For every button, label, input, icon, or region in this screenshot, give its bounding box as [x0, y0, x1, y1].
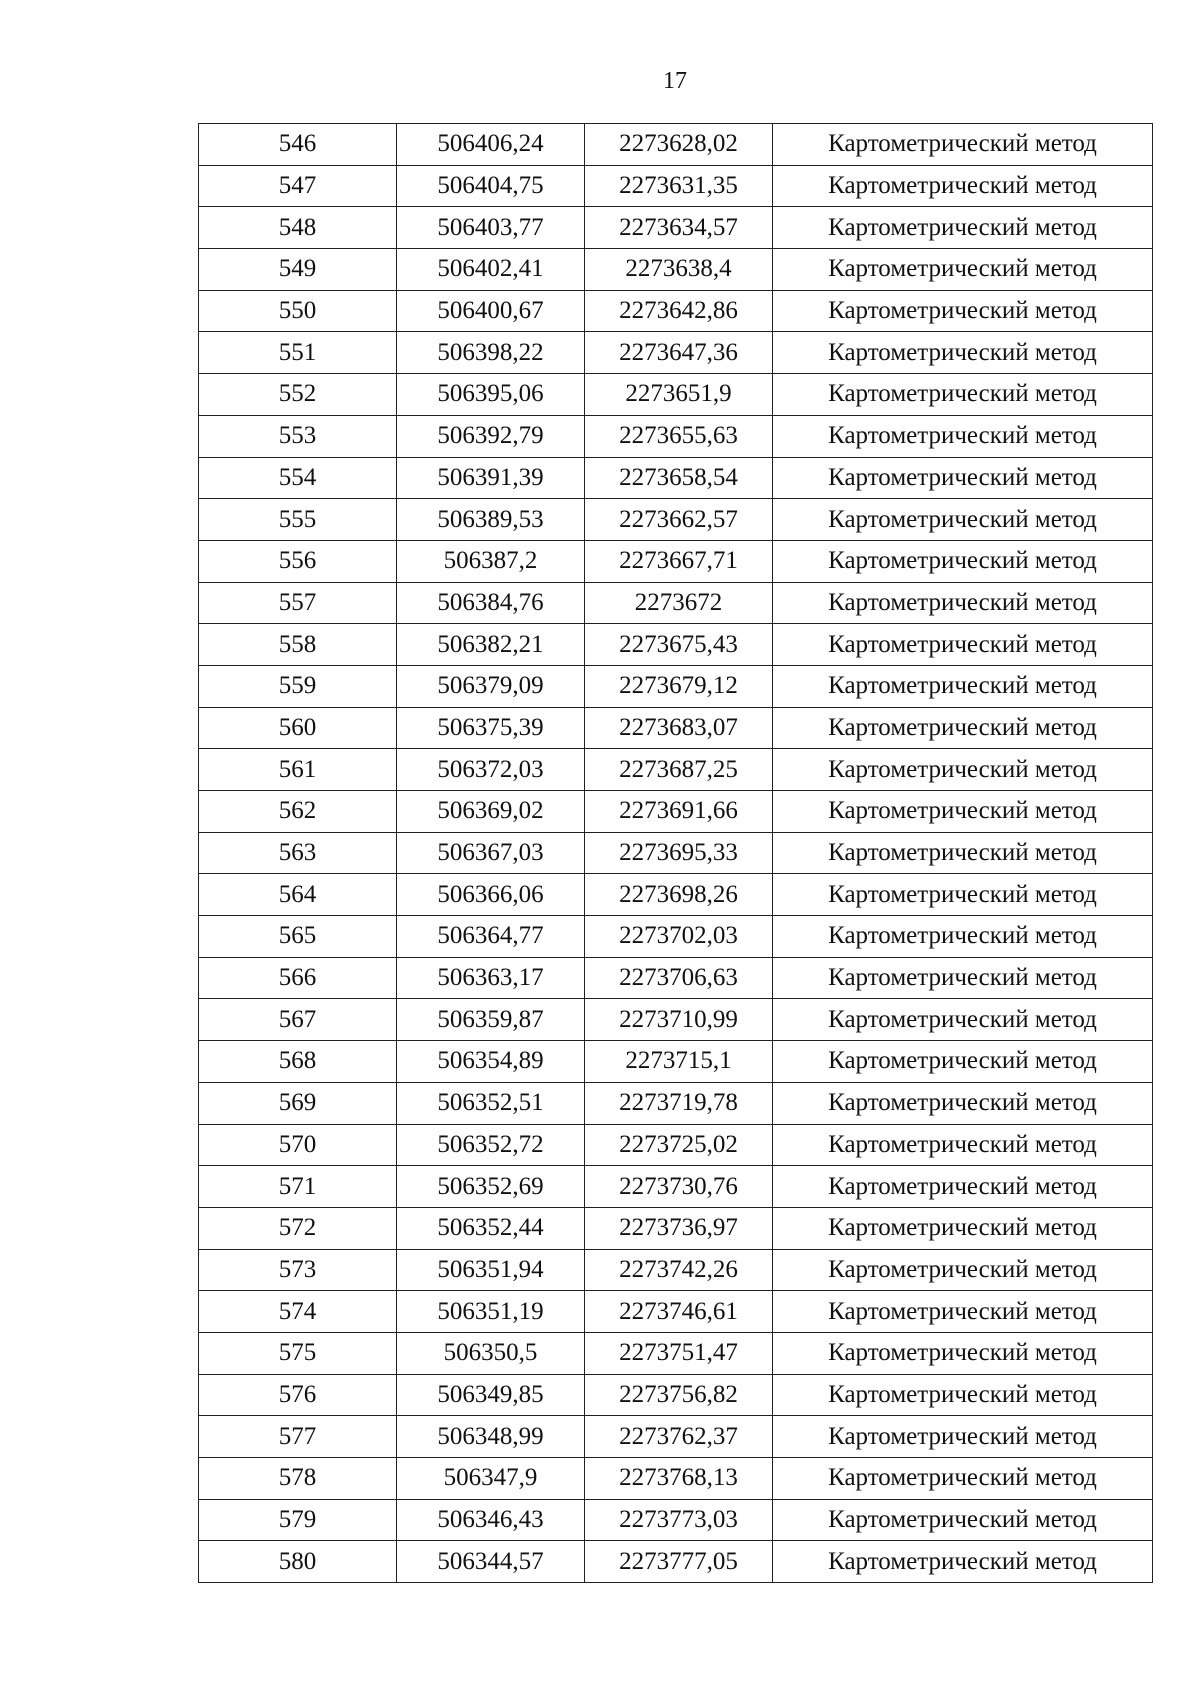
method-cell: Картометрический метод: [773, 124, 1153, 166]
x-coordinate-cell: 506352,51: [397, 1082, 585, 1124]
y-coordinate-cell: 2273651,9: [585, 374, 773, 416]
table-row: [199, 165, 1153, 207]
method-cell: Картометрический метод: [773, 1249, 1153, 1291]
method-cell: Картометрический метод: [773, 457, 1153, 499]
x-coordinate-cell: 506387,2: [397, 540, 585, 582]
point-number-cell: 560: [199, 707, 397, 749]
table-row: [199, 665, 1153, 707]
method-cell: Картометрический метод: [773, 1541, 1153, 1583]
method-cell: Картометрический метод: [773, 540, 1153, 582]
page-number: 17: [663, 68, 687, 94]
x-coordinate-cell: 506404,75: [397, 165, 585, 207]
method-cell: Картометрический метод: [773, 582, 1153, 624]
x-coordinate-cell: 506348,99: [397, 1416, 585, 1458]
point-number-cell: 548: [199, 207, 397, 249]
point-number-cell: 555: [199, 499, 397, 541]
y-coordinate-cell: 2273777,05: [585, 1541, 773, 1583]
y-coordinate-cell: 2273751,47: [585, 1332, 773, 1374]
method-cell: Картометрический метод: [773, 791, 1153, 833]
y-coordinate-cell: 2273698,26: [585, 874, 773, 916]
x-coordinate-cell: 506402,41: [397, 249, 585, 291]
x-coordinate-cell: 506395,06: [397, 374, 585, 416]
x-coordinate-cell: 506384,76: [397, 582, 585, 624]
method-cell: Картометрический метод: [773, 1207, 1153, 1249]
y-coordinate-cell: 2273730,76: [585, 1166, 773, 1208]
method-cell: Картометрический метод: [773, 665, 1153, 707]
x-coordinate-cell: 506389,53: [397, 499, 585, 541]
method-cell: Картометрический метод: [773, 1416, 1153, 1458]
point-number-cell: 564: [199, 874, 397, 916]
x-coordinate-cell: 506403,77: [397, 207, 585, 249]
y-coordinate-cell: 2273638,4: [585, 249, 773, 291]
y-coordinate-cell: 2273742,26: [585, 1249, 773, 1291]
y-coordinate-cell: 2273634,57: [585, 207, 773, 249]
x-coordinate-cell: 506359,87: [397, 999, 585, 1041]
method-cell: Картометрический метод: [773, 916, 1153, 958]
x-coordinate-cell: 506366,06: [397, 874, 585, 916]
table-row: [199, 249, 1153, 291]
x-coordinate-cell: 506352,69: [397, 1166, 585, 1208]
table-row: [199, 1332, 1153, 1374]
y-coordinate-cell: 2273687,25: [585, 749, 773, 791]
x-coordinate-cell: 506354,89: [397, 1041, 585, 1083]
method-cell: Картометрический метод: [773, 290, 1153, 332]
point-number-cell: 546: [199, 124, 397, 166]
x-coordinate-cell: 506352,72: [397, 1124, 585, 1166]
y-coordinate-cell: 2273691,66: [585, 791, 773, 833]
table-row: [199, 499, 1153, 541]
table-row: [199, 1166, 1153, 1208]
method-cell: Картометрический метод: [773, 1291, 1153, 1333]
table-row: [199, 957, 1153, 999]
y-coordinate-cell: 2273655,63: [585, 415, 773, 457]
method-cell: Картометрический метод: [773, 957, 1153, 999]
table-row: [199, 1499, 1153, 1541]
point-number-cell: 568: [199, 1041, 397, 1083]
point-number-cell: 577: [199, 1416, 397, 1458]
table-row: [199, 791, 1153, 833]
x-coordinate-cell: 506364,77: [397, 916, 585, 958]
point-number-cell: 551: [199, 332, 397, 374]
x-coordinate-cell: 506346,43: [397, 1499, 585, 1541]
point-number-cell: 567: [199, 999, 397, 1041]
y-coordinate-cell: 2273658,54: [585, 457, 773, 499]
x-coordinate-cell: 506375,39: [397, 707, 585, 749]
table-row: [199, 1041, 1153, 1083]
method-cell: Картометрический метод: [773, 1041, 1153, 1083]
y-coordinate-cell: 2273736,97: [585, 1207, 773, 1249]
x-coordinate-cell: 506363,17: [397, 957, 585, 999]
method-cell: Картометрический метод: [773, 249, 1153, 291]
table-row: [199, 1207, 1153, 1249]
method-cell: Картометрический метод: [773, 749, 1153, 791]
point-number-cell: 569: [199, 1082, 397, 1124]
table-row: [199, 1374, 1153, 1416]
method-cell: Картометрический метод: [773, 832, 1153, 874]
method-cell: Картометрический метод: [773, 332, 1153, 374]
y-coordinate-cell: 2273756,82: [585, 1374, 773, 1416]
method-cell: Картометрический метод: [773, 1166, 1153, 1208]
table-row: [199, 1541, 1153, 1583]
point-number-cell: 557: [199, 582, 397, 624]
y-coordinate-cell: 2273683,07: [585, 707, 773, 749]
table-row: [199, 582, 1153, 624]
method-cell: Картометрический метод: [773, 1082, 1153, 1124]
point-number-cell: 559: [199, 665, 397, 707]
table-row: [199, 290, 1153, 332]
method-cell: Картометрический метод: [773, 1458, 1153, 1500]
y-coordinate-cell: 2273773,03: [585, 1499, 773, 1541]
table-row: [199, 1249, 1153, 1291]
method-cell: Картометрический метод: [773, 1499, 1153, 1541]
point-number-cell: 553: [199, 415, 397, 457]
method-cell: Картометрический метод: [773, 1124, 1153, 1166]
y-coordinate-cell: 2273695,33: [585, 832, 773, 874]
table-row: [199, 540, 1153, 582]
method-cell: Картометрический метод: [773, 874, 1153, 916]
table-row: [199, 874, 1153, 916]
y-coordinate-cell: 2273725,02: [585, 1124, 773, 1166]
y-coordinate-cell: 2273768,13: [585, 1458, 773, 1500]
method-cell: Картометрический метод: [773, 207, 1153, 249]
y-coordinate-cell: 2273715,1: [585, 1041, 773, 1083]
point-number-cell: 547: [199, 165, 397, 207]
table-row: [199, 916, 1153, 958]
method-cell: Картометрический метод: [773, 707, 1153, 749]
table-row: [199, 332, 1153, 374]
x-coordinate-cell: 506352,44: [397, 1207, 585, 1249]
table-row: [199, 415, 1153, 457]
x-coordinate-cell: 506372,03: [397, 749, 585, 791]
method-cell: Картометрический метод: [773, 415, 1153, 457]
table-row: [199, 374, 1153, 416]
point-number-cell: 550: [199, 290, 397, 332]
point-number-cell: 558: [199, 624, 397, 666]
x-coordinate-cell: 506349,85: [397, 1374, 585, 1416]
point-number-cell: 576: [199, 1374, 397, 1416]
x-coordinate-cell: 506382,21: [397, 624, 585, 666]
y-coordinate-cell: 2273710,99: [585, 999, 773, 1041]
point-number-cell: 578: [199, 1458, 397, 1500]
x-coordinate-cell: 506406,24: [397, 124, 585, 166]
x-coordinate-cell: 506351,94: [397, 1249, 585, 1291]
y-coordinate-cell: 2273702,03: [585, 916, 773, 958]
table-row: [199, 707, 1153, 749]
y-coordinate-cell: 2273662,57: [585, 499, 773, 541]
table-row: [199, 624, 1153, 666]
x-coordinate-cell: 506344,57: [397, 1541, 585, 1583]
point-number-cell: 552: [199, 374, 397, 416]
y-coordinate-cell: 2273679,12: [585, 665, 773, 707]
coordinates-table: [198, 123, 1153, 1583]
y-coordinate-cell: 2273706,63: [585, 957, 773, 999]
table-row: [199, 1458, 1153, 1500]
point-number-cell: 566: [199, 957, 397, 999]
x-coordinate-cell: 506367,03: [397, 832, 585, 874]
point-number-cell: 565: [199, 916, 397, 958]
x-coordinate-cell: 506398,22: [397, 332, 585, 374]
method-cell: Картометрический метод: [773, 1374, 1153, 1416]
x-coordinate-cell: 506350,5: [397, 1332, 585, 1374]
coordinates-table-body: [199, 124, 1153, 1583]
y-coordinate-cell: 2273647,36: [585, 332, 773, 374]
point-number-cell: 579: [199, 1499, 397, 1541]
y-coordinate-cell: 2273631,35: [585, 165, 773, 207]
y-coordinate-cell: 2273762,37: [585, 1416, 773, 1458]
table-row: [199, 457, 1153, 499]
table-row: [199, 124, 1153, 166]
x-coordinate-cell: 506379,09: [397, 665, 585, 707]
y-coordinate-cell: 2273719,78: [585, 1082, 773, 1124]
point-number-cell: 549: [199, 249, 397, 291]
point-number-cell: 574: [199, 1291, 397, 1333]
method-cell: Картометрический метод: [773, 374, 1153, 416]
x-coordinate-cell: 506347,9: [397, 1458, 585, 1500]
point-number-cell: 563: [199, 832, 397, 874]
x-coordinate-cell: 506351,19: [397, 1291, 585, 1333]
table-row: [199, 1124, 1153, 1166]
x-coordinate-cell: 506369,02: [397, 791, 585, 833]
method-cell: Картометрический метод: [773, 999, 1153, 1041]
table-row: [199, 1291, 1153, 1333]
x-coordinate-cell: 506400,67: [397, 290, 585, 332]
point-number-cell: 580: [199, 1541, 397, 1583]
point-number-cell: 571: [199, 1166, 397, 1208]
point-number-cell: 570: [199, 1124, 397, 1166]
point-number-cell: 562: [199, 791, 397, 833]
y-coordinate-cell: 2273642,86: [585, 290, 773, 332]
method-cell: Картометрический метод: [773, 499, 1153, 541]
point-number-cell: 572: [199, 1207, 397, 1249]
table-row: [199, 1416, 1153, 1458]
table-row: [199, 832, 1153, 874]
point-number-cell: 573: [199, 1249, 397, 1291]
y-coordinate-cell: 2273746,61: [585, 1291, 773, 1333]
x-coordinate-cell: 506392,79: [397, 415, 585, 457]
table-row: [199, 1082, 1153, 1124]
table-row: [199, 749, 1153, 791]
table-row: [199, 207, 1153, 249]
y-coordinate-cell: 2273675,43: [585, 624, 773, 666]
table-row: [199, 999, 1153, 1041]
method-cell: Картометрический метод: [773, 624, 1153, 666]
y-coordinate-cell: 2273628,02: [585, 124, 773, 166]
point-number-cell: 561: [199, 749, 397, 791]
method-cell: Картометрический метод: [773, 1332, 1153, 1374]
y-coordinate-cell: 2273672: [585, 582, 773, 624]
method-cell: Картометрический метод: [773, 165, 1153, 207]
point-number-cell: 554: [199, 457, 397, 499]
x-coordinate-cell: 506391,39: [397, 457, 585, 499]
point-number-cell: 556: [199, 540, 397, 582]
point-number-cell: 575: [199, 1332, 397, 1374]
y-coordinate-cell: 2273667,71: [585, 540, 773, 582]
